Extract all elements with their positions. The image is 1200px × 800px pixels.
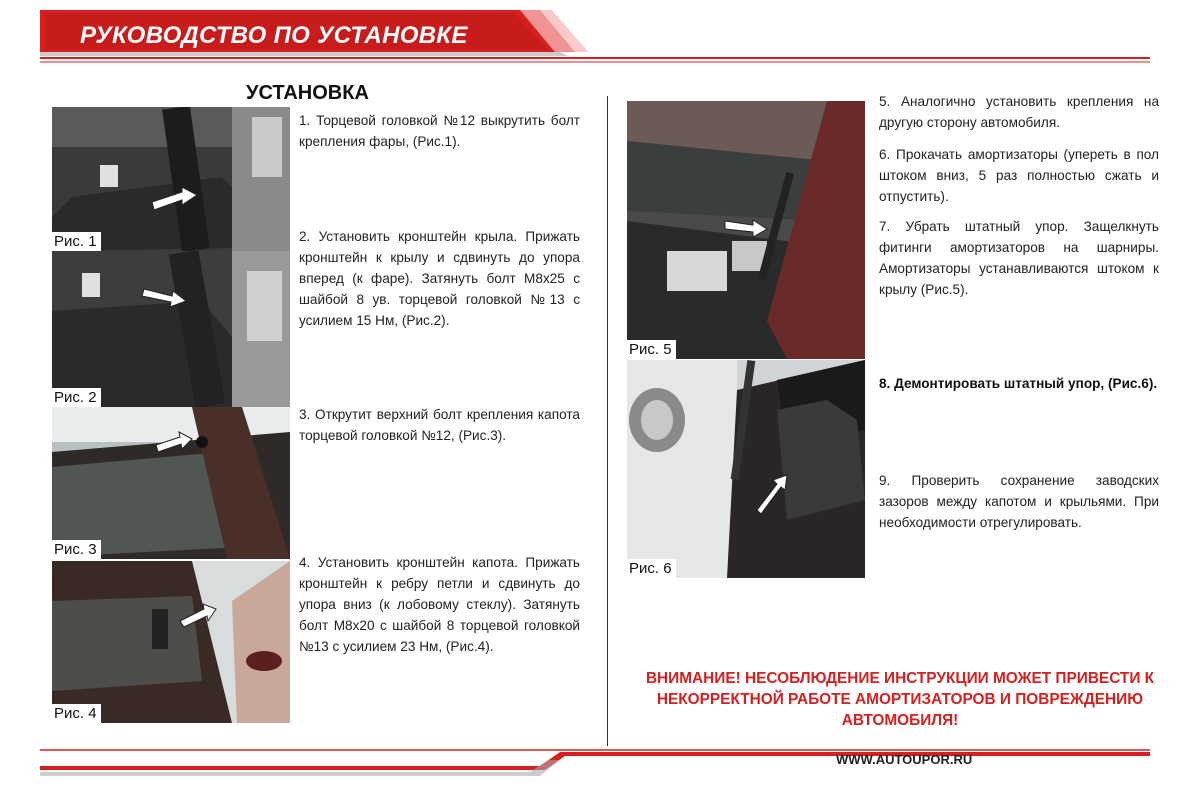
step-3: 3. Открутит верхний болт крепления капота торцевой головкой №12, (Рис.3).	[299, 407, 580, 443]
figure-1-caption: Рис. 1	[52, 232, 101, 251]
figure-6-photo	[627, 360, 865, 578]
step-2: 2. Установить кронштейн крыла. Прижать кронштейн к крылу и сдвинуть до упора вперед (к фаре). Затянуть болт М8х25 с шайбой 8 ув. торцевой головкой №13 с усилием 15 Нм, (Рис.2).	[299, 229, 580, 328]
figure-2-caption: Рис. 2	[52, 388, 101, 407]
figure-5-caption: Рис. 5	[627, 340, 676, 359]
figure-3-caption: Рис. 3	[52, 540, 101, 559]
footer-stripes	[0, 740, 1200, 800]
section-title: УСТАНОВКА	[246, 82, 369, 104]
figure-6-caption: Рис. 6	[627, 559, 676, 578]
figure-4-caption: Рис. 4	[52, 704, 101, 723]
header-banner	[0, 0, 1200, 75]
figure-3-photo	[52, 407, 290, 559]
website-link[interactable]: WWW.AUTOUPOR.RU	[836, 752, 973, 767]
step-7: 7. Убрать штатный упор. Защелкнуть фитинги амортизаторов на шарниры. Амортизаторы устанавливаются штоком к крылу (Рис.5).	[879, 219, 1159, 297]
footer	[0, 740, 1200, 800]
step-1: 1. Торцевой головкой №12 выкрутить болт крепления фары, (Рис.1).	[299, 113, 580, 149]
step-5: 5. Аналогично установить крепления на другую сторону автомобиля.	[879, 94, 1159, 130]
step-4: 4. Установить кронштейн капота. Прижать кронштейн к ребру петли и сдвинуть до упора вниз (к лобовому стеклу). Затянуть болт М8х20 с шайбой 8 торцевой головкой №13 с усилием 23 Нм, (Рис.4).	[299, 555, 580, 654]
warning-notice: ВНИМАНИЕ! НЕСОБЛЮДЕНИЕ ИНСТРУКЦИИ МОЖЕТ ПРИВЕСТИ К НЕКОРРЕКТНОЙ РАБОТЕ АМОРТИЗАТОРОВ И ПОВРЕЖДЕНИЮ АВТОМОБИЛЯ!	[645, 670, 1155, 729]
column-divider	[607, 96, 608, 746]
page-title: РУКОВОДСТВО ПО УСТАНОВКЕ	[80, 22, 468, 49]
step-6: 6. Прокачать амортизаторы (упереть в пол штоком вниз, 5 раз полностью сжать и отпустить).	[879, 147, 1159, 204]
figure-2-photo	[52, 251, 290, 407]
step-9: 9. Проверить сохранение заводских зазоров между капотом и крыльями. При необходимости отрегулировать.	[879, 473, 1159, 530]
figure-4-photo	[52, 561, 290, 723]
figure-5-photo	[627, 101, 865, 359]
figure-1-photo	[52, 107, 290, 251]
step-8: 8. Демонтировать штатный упор, (Рис.6).	[879, 376, 1158, 391]
